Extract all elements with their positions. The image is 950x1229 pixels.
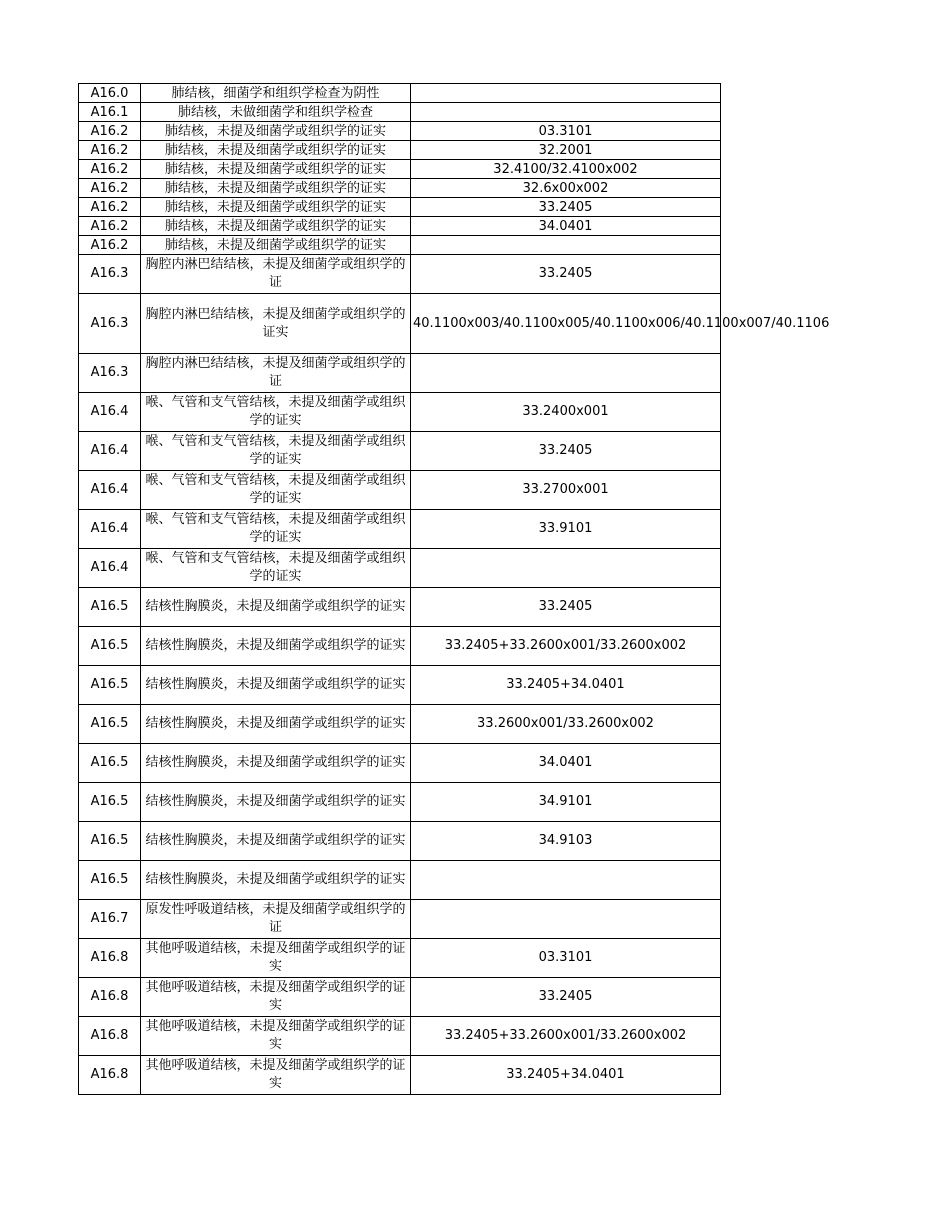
- diagnosis-code-cell: A16.4: [79, 549, 141, 588]
- diagnosis-code-cell: A16.3: [79, 255, 141, 294]
- diagnosis-code-cell: A16.8: [79, 978, 141, 1017]
- diagnosis-name-cell: 肺结核，未提及细菌学或组织学的证实: [141, 160, 411, 179]
- diagnosis-name-cell: 其他呼吸道结核，未提及细菌学或组织学的证实: [141, 978, 411, 1017]
- table-row: [79, 122, 721, 141]
- table-row: [79, 978, 721, 1017]
- diagnosis-code-cell: A16.5: [79, 783, 141, 822]
- diagnosis-code-cell: A16.4: [79, 471, 141, 510]
- procedure-code-cell: [411, 900, 721, 939]
- diagnosis-name-cell: 其他呼吸道结核，未提及细菌学或组织学的证实: [141, 1017, 411, 1056]
- table-row: [79, 354, 721, 393]
- table-row: [79, 236, 721, 255]
- diagnosis-name-cell: 结核性胸膜炎，未提及细菌学或组织学的证实: [141, 744, 411, 783]
- table-row: [79, 1056, 721, 1095]
- diagnosis-code-cell: A16.2: [79, 198, 141, 217]
- diagnosis-code-cell: A16.5: [79, 588, 141, 627]
- table-row: [79, 1017, 721, 1056]
- diagnosis-code-cell: A16.2: [79, 236, 141, 255]
- diagnosis-name-cell: 肺结核，未做细菌学和组织学检查: [141, 103, 411, 122]
- table-row: [79, 471, 721, 510]
- table-row: [79, 294, 721, 354]
- table-row: [79, 939, 721, 978]
- diagnosis-name-cell: 喉、气管和支气管结核，未提及细菌学或组织学的证实: [141, 510, 411, 549]
- procedure-code-cell: 33.2405: [411, 432, 721, 471]
- table-row: [79, 141, 721, 160]
- procedure-code-cell: [411, 84, 721, 103]
- diagnosis-code-cell: A16.5: [79, 666, 141, 705]
- diagnosis-name-cell: 肺结核，细菌学和组织学检查为阴性: [141, 84, 411, 103]
- diagnosis-code-cell: A16.8: [79, 939, 141, 978]
- diagnosis-name-cell: 结核性胸膜炎，未提及细菌学或组织学的证实: [141, 861, 411, 900]
- table-row: [79, 666, 721, 705]
- diagnosis-code-cell: A16.2: [79, 122, 141, 141]
- table-row: [79, 160, 721, 179]
- procedure-code-cell: 33.2405+33.2600x001/33.2600x002: [411, 1017, 721, 1056]
- procedure-code-cell: 32.2001: [411, 141, 721, 160]
- diagnosis-code-cell: A16.3: [79, 354, 141, 393]
- procedure-code-cell: 33.2405+33.2600x001/33.2600x002: [411, 627, 721, 666]
- table-row: [79, 861, 721, 900]
- diagnosis-name-cell: 肺结核，未提及细菌学或组织学的证实: [141, 179, 411, 198]
- table-row: [79, 255, 721, 294]
- procedure-code-cell: 32.6x00x002: [411, 179, 721, 198]
- diagnosis-code-cell: A16.2: [79, 141, 141, 160]
- diagnosis-name-cell: 结核性胸膜炎，未提及细菌学或组织学的证实: [141, 588, 411, 627]
- diagnosis-name-cell: 肺结核，未提及细菌学或组织学的证实: [141, 122, 411, 141]
- procedure-code-cell: 03.3101: [411, 122, 721, 141]
- diagnosis-name-cell: 喉、气管和支气管结核，未提及细菌学或组织学的证实: [141, 471, 411, 510]
- diagnosis-code-cell: A16.4: [79, 393, 141, 432]
- diagnosis-name-cell: 结核性胸膜炎，未提及细菌学或组织学的证实: [141, 705, 411, 744]
- table-row: [79, 588, 721, 627]
- table-row: [79, 510, 721, 549]
- table-row: [79, 705, 721, 744]
- procedure-code-cell: 33.2405: [411, 198, 721, 217]
- diagnosis-name-cell: 肺结核，未提及细菌学或组织学的证实: [141, 198, 411, 217]
- diagnosis-name-cell: 结核性胸膜炎，未提及细菌学或组织学的证实: [141, 783, 411, 822]
- diagnosis-code-cell: A16.4: [79, 432, 141, 471]
- procedure-code-cell: [411, 103, 721, 122]
- diagnosis-code-cell: A16.2: [79, 179, 141, 198]
- diagnosis-name-cell: 胸腔内淋巴结结核，未提及细菌学或组织学的证: [141, 255, 411, 294]
- table-row: [79, 549, 721, 588]
- table-row: [79, 217, 721, 236]
- table-body: [79, 84, 830, 1095]
- diagnosis-name-cell: 肺结核，未提及细菌学或组织学的证实: [141, 236, 411, 255]
- table-row: [79, 84, 721, 103]
- table-row: [79, 103, 721, 122]
- diagnosis-name-cell: 肺结核，未提及细菌学或组织学的证实: [141, 217, 411, 236]
- table-row: [79, 783, 721, 822]
- table-row: [79, 179, 721, 198]
- procedure-code-cell: 32.4100/32.4100x002: [411, 160, 721, 179]
- procedure-code-cell: [411, 861, 721, 900]
- procedure-code-cell: 34.9103: [411, 822, 721, 861]
- diagnosis-code-cell: A16.2: [79, 160, 141, 179]
- procedure-code-cell: 34.9101: [411, 783, 721, 822]
- procedure-code-cell: 34.0401: [411, 217, 721, 236]
- diagnosis-name-cell: 其他呼吸道结核，未提及细菌学或组织学的证实: [141, 939, 411, 978]
- diagnosis-code-cell: A16.8: [79, 1017, 141, 1056]
- diagnosis-code-cell: A16.3: [79, 294, 141, 354]
- diagnosis-code-cell: A16.7: [79, 900, 141, 939]
- diagnosis-code-cell: A16.5: [79, 627, 141, 666]
- diagnosis-code-cell: A16.5: [79, 822, 141, 861]
- diagnosis-name-cell: 结核性胸膜炎，未提及细菌学或组织学的证实: [141, 822, 411, 861]
- diagnosis-name-cell: 肺结核，未提及细菌学或组织学的证实: [141, 141, 411, 160]
- table-row: [79, 900, 721, 939]
- procedure-code-cell: 34.0401: [411, 744, 721, 783]
- table-row: [79, 393, 721, 432]
- diagnosis-name-cell: 喉、气管和支气管结核，未提及细菌学或组织学的证实: [141, 549, 411, 588]
- procedure-code-cell: 33.9101: [411, 510, 721, 549]
- diagnosis-code-cell: A16.0: [79, 84, 141, 103]
- diagnosis-code-cell: A16.5: [79, 861, 141, 900]
- procedure-code-cell: 33.2405: [411, 255, 721, 294]
- procedure-code-cell: [411, 549, 721, 588]
- table-row: [79, 627, 721, 666]
- diagnosis-code-cell: A16.2: [79, 217, 141, 236]
- procedure-code-cell: 33.2405+34.0401: [411, 1056, 721, 1095]
- procedure-code-cell: 33.2405: [411, 978, 721, 1017]
- diagnosis-name-cell: 喉、气管和支气管结核，未提及细菌学或组织学的证实: [141, 393, 411, 432]
- diagnosis-name-cell: 结核性胸膜炎，未提及细菌学或组织学的证实: [141, 627, 411, 666]
- diagnosis-code-cell: A16.8: [79, 1056, 141, 1095]
- diagnosis-name-cell: 喉、气管和支气管结核，未提及细菌学或组织学的证实: [141, 432, 411, 471]
- diagnosis-name-cell: 胸腔内淋巴结结核，未提及细菌学或组织学的证实: [141, 294, 411, 354]
- procedure-code-cell: 33.2700x001: [411, 471, 721, 510]
- procedure-code-cell: 33.2400x001: [411, 393, 721, 432]
- procedure-code-cell: [411, 354, 721, 393]
- diagnosis-code-cell: A16.5: [79, 705, 141, 744]
- table-row: [79, 822, 721, 861]
- diagnosis-code-cell: A16.5: [79, 744, 141, 783]
- table-row: [79, 744, 721, 783]
- procedure-code-cell: 03.3101: [411, 939, 721, 978]
- diagnosis-name-cell: 原发性呼吸道结核，未提及细菌学或组织学的证: [141, 900, 411, 939]
- diagnosis-code-cell: A16.4: [79, 510, 141, 549]
- procedure-code-cell: 40.1100x003/40.1100x005/40.1100x006/40.1100x007/40.1106: [411, 294, 721, 354]
- procedure-code-cell: 33.2600x001/33.2600x002: [411, 705, 721, 744]
- table-row: [79, 432, 721, 471]
- diagnosis-name-cell: 其他呼吸道结核，未提及细菌学或组织学的证实: [141, 1056, 411, 1095]
- diagnosis-code-cell: A16.1: [79, 103, 141, 122]
- diagnosis-name-cell: 结核性胸膜炎，未提及细菌学或组织学的证实: [141, 666, 411, 705]
- table-row: [79, 198, 721, 217]
- procedure-code-cell: [411, 236, 721, 255]
- procedure-code-cell: 33.2405+34.0401: [411, 666, 721, 705]
- procedure-code-cell: 33.2405: [411, 588, 721, 627]
- diagnosis-name-cell: 胸腔内淋巴结结核，未提及细菌学或组织学的证: [141, 354, 411, 393]
- code-table: [78, 83, 830, 1095]
